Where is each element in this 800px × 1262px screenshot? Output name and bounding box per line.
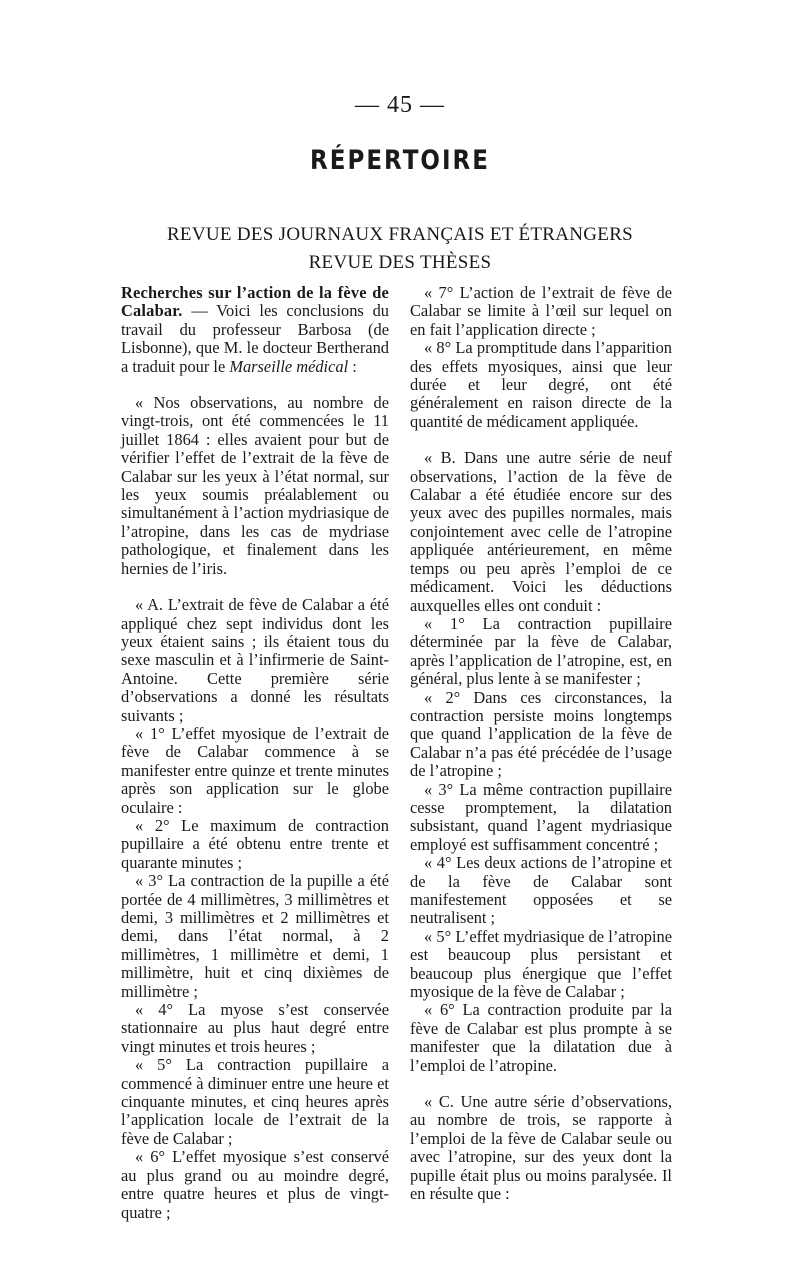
- paragraph: « 1° L’effet myosique de l’extrait de fève de Calabar commence à se manifester entre quinze et trente minutes après son application sur le globe oculaire :: [121, 723, 389, 817]
- paragraph: « Nos observations, au nombre de vingt-trois, ont été commencées le 11 juillet 1864 : elles avaient pour but de vérifier l’effet de l’extrait de la fève de Calabar sur les yeux à l’état normal, sur les yeux soumis préalablement ou simultanément à l’action mydriasique de l’atropine, dans les cas de mydriase pathologique, et finalement dans les hernies de l’iris.: [121, 393, 389, 578]
- article-heading: Recherches sur l’action de la fève de Calabar.: [121, 283, 389, 321]
- paragraph: « 2° Le maximum de contraction pupillaire a été obtenu entre trente et quarante minutes ;: [121, 815, 389, 872]
- paragraph: « 7° L’action de l’extrait de fève de Calabar se limite à l’œil sur lequel on en fait l’application directe ;: [410, 283, 672, 339]
- left-column: [121, 284, 389, 1222]
- paragraph: « A. L’extrait de fève de Calabar a été appliqué chez sept individus dont les yeux étaient sains ; ils étaient tous du sexe masculin et à l’infirmerie de Saint-Antoine. Cette première série d’observations a donné les résultats suivants ;: [121, 595, 389, 725]
- paragraph: « 4° La myose s’est conservée stationnaire au plus haut degré entre vingt minutes et trois heures ;: [121, 1000, 389, 1056]
- article-intro-text: — Voici les conclusions du travail du professeur Barbosa (de Lisbonne), que M. le docteur Bertherand a traduit pour le: [121, 301, 389, 376]
- paragraph: « 3° La même contraction pupillaire cesse promptement, la dilatation subsistant, quand l’agent mydriasique employé est suffisamment concentré ;: [410, 779, 672, 854]
- paragraph: « 5° L’effet mydriasique de l’atropine est beaucoup plus persistant et beaucoup plus énergique que l’effet myosique de la fève de Calabar ;: [410, 926, 672, 1002]
- paragraph: « 2° Dans ces circonstances, la contraction persiste moins longtemps que quand l’application de la fève de Calabar n’a pas été précédée de l’usage de l’atropine ;: [410, 687, 672, 781]
- paragraph: « 6° La contraction produite par la fève de Calabar est plus prompte à se manifester que la dilatation due à l’emploi de l’atropine.: [410, 1000, 672, 1075]
- right-column: [410, 284, 672, 1204]
- paragraph: « 5° La contraction pupillaire a commencé à diminuer entre une heure et cinquante minutes, et cinq heures après l’application locale de l’extrait de la fève de Calabar ;: [121, 1055, 389, 1148]
- article-intro: [121, 284, 389, 376]
- subtitle-theses: REVUE DES THÈSES: [308, 252, 492, 273]
- page-number: — 45 —: [355, 92, 445, 118]
- paragraph: « B. Dans une autre série de neuf observations, l’action de la fève de Calabar a été étudiée encore sur des yeux avec des pupilles normales, mais conjointement avec celle de l’atropine appliquée antérieurement, en même temps ou peu après l’emploi de ce médicament. Voici les déductions auxquelles elles ont conduit :: [410, 448, 672, 615]
- paragraph: « 8° La promptitude dans l’apparition des effets myosiques, ainsi que leur durée et leur degré, ont été généralement en raison directe de la quantité de médicament appliquée.: [410, 338, 672, 431]
- subtitle-journals: REVUE DES JOURNAUX FRANÇAIS ET ÉTRANGERS: [166, 224, 634, 245]
- journal-name: Marseille médical: [229, 356, 349, 376]
- article-intro-end: :: [348, 356, 357, 376]
- paragraph: « C. Une autre série d’observations, au nombre de trois, se rapporte à l’emploi de la fève de Calabar seule ou avec l’atropine, sur des yeux dont la pupille était plus ou moins paralysée. Il en résulte que :: [410, 1092, 672, 1204]
- paragraph: « 4° Les deux actions de l’atropine et de la fève de Calabar sont manifestement opposées et se neutralisent ;: [410, 853, 672, 928]
- section-title: RÉPERTOIRE: [310, 146, 490, 176]
- paragraph: « 6° L’effet myosique s’est conservé au plus grand ou au moindre degré, entre quatre heures et plus de vingt-quatre ;: [121, 1147, 389, 1222]
- paragraph: « 3° La contraction de la pupille a été portée de 4 millimètres, 3 millimètres et demi, 3 millimètres et 2 millimètres et demi, dans l’état normal, à 2 millimètres, 1 millimètre et demi, 1 millimètre, huit et cinq dixièmes de millimètre ;: [121, 871, 389, 1001]
- paragraph: « 1° La contraction pupillaire déterminée par la fève de Calabar, après l’application de l’atropine, est, en général, plus lente à se manifester ;: [410, 613, 672, 689]
